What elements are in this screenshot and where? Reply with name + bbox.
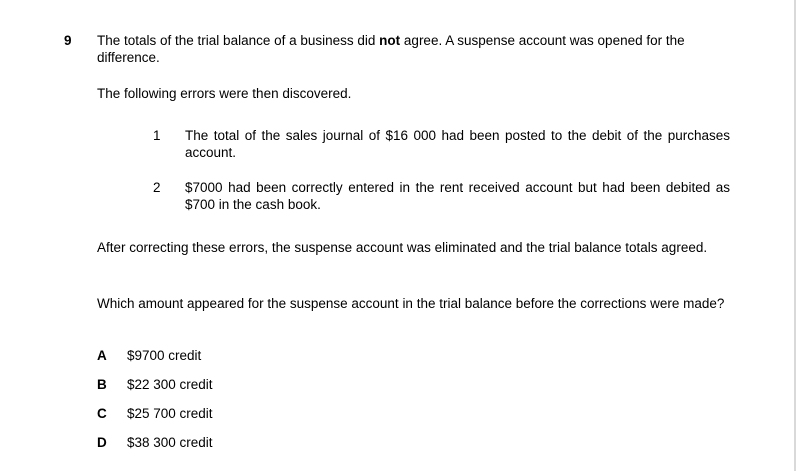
- option-letter: D: [97, 435, 107, 450]
- error-text: The total of the sales journal of $16 000 had been posted to the debit of the purchases account.: [185, 128, 730, 160]
- option-a[interactable]: [97, 347, 213, 376]
- errors-list: [150, 127, 730, 231]
- error-text: $7000 had been correctly entered in the rent received account but had been debited as $700 in the cash book.: [185, 180, 730, 212]
- option-c[interactable]: [97, 405, 213, 434]
- intro-text-part1: The totals of the trial balance of a business did: [97, 33, 380, 48]
- error-item-1: [150, 127, 730, 161]
- option-text: $25 700 credit: [127, 406, 213, 421]
- option-letter: C: [97, 406, 107, 421]
- errors-intro: The following errors were then discovered.: [97, 86, 352, 101]
- question-intro: [97, 32, 729, 66]
- option-text: $38 300 credit: [127, 435, 213, 450]
- option-b[interactable]: [97, 376, 213, 405]
- intro-text-part2: agree. A suspense account was opened for the difference.: [97, 33, 685, 65]
- error-item-2: [150, 179, 730, 213]
- option-text: $9700 credit: [127, 348, 202, 363]
- intro-bold-word: not: [379, 33, 401, 48]
- option-letter: B: [97, 377, 107, 392]
- option-letter: A: [97, 348, 107, 363]
- answer-options: [97, 347, 213, 463]
- option-d[interactable]: [97, 434, 213, 463]
- error-number: 2: [153, 180, 161, 195]
- option-text: $22 300 credit: [127, 377, 213, 392]
- error-number: 1: [153, 128, 161, 143]
- question-number: 9: [64, 33, 72, 48]
- question-prompt: Which amount appeared for the suspense account in the trial balance before the corrections were made?: [97, 296, 725, 311]
- after-corrections-text: After correcting these errors, the suspense account was eliminated and the trial balance totals agreed.: [97, 240, 708, 255]
